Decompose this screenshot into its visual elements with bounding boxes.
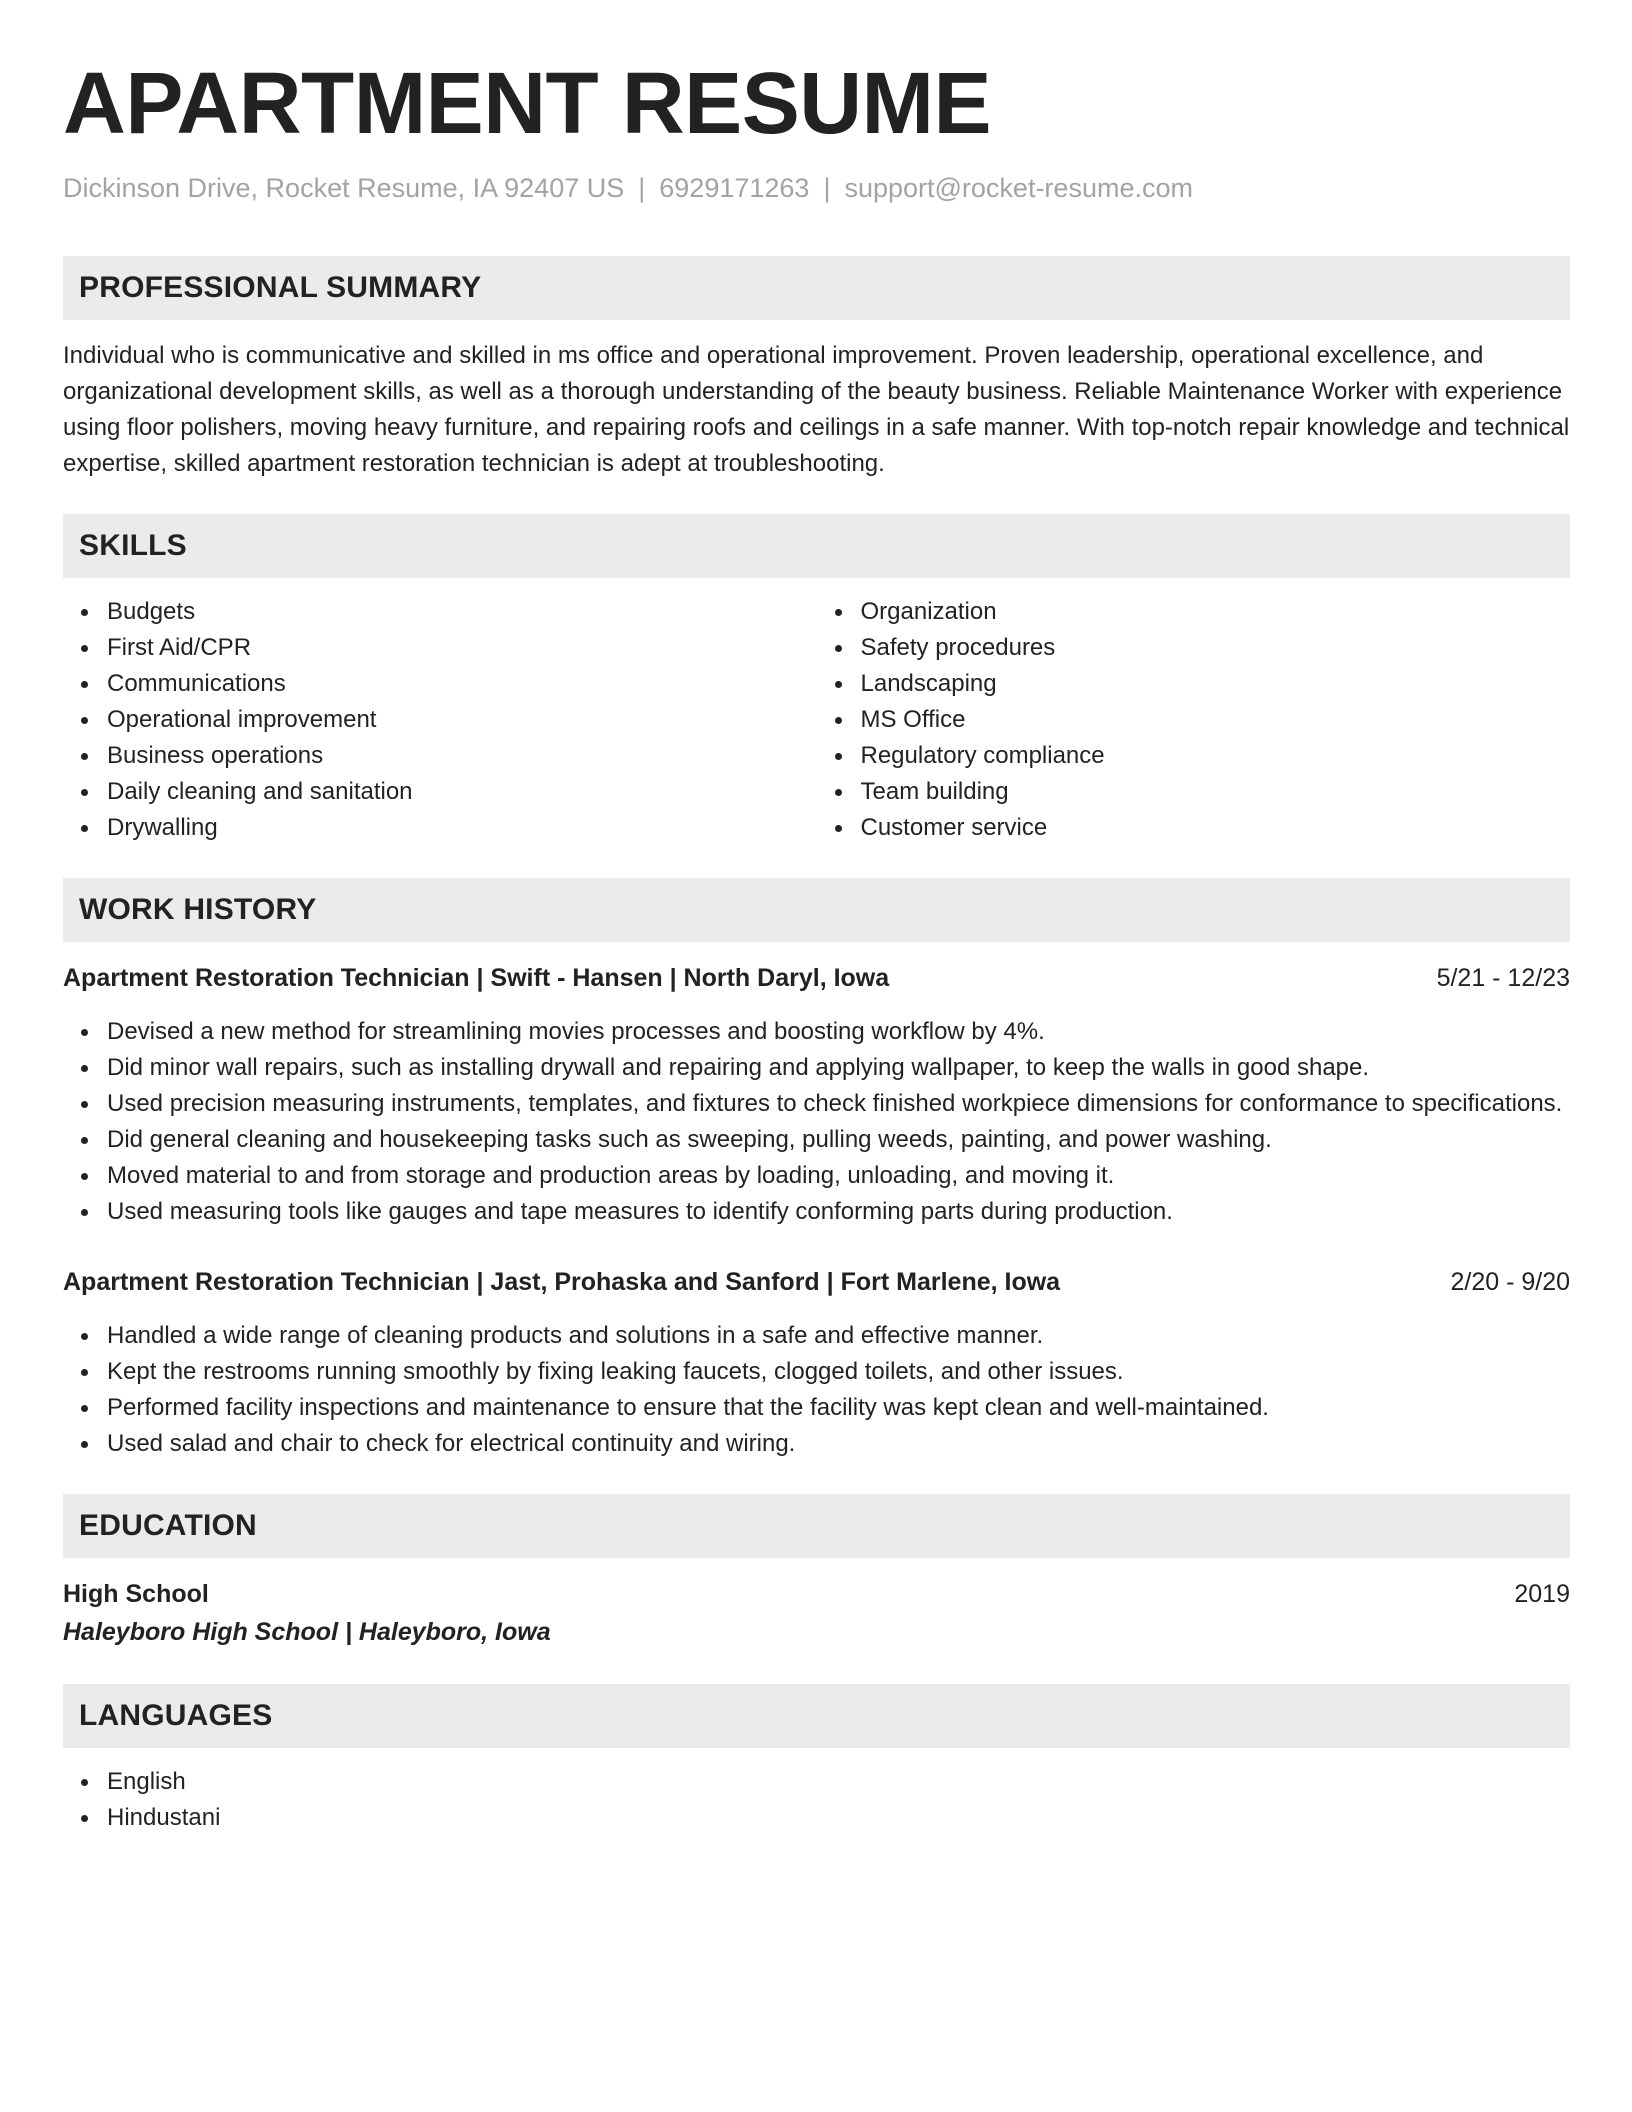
job-bullet: Did minor wall repairs, such as installing drywall and repairing and applying wallpaper, to keep the walls in good shape. [107, 1050, 1570, 1086]
skill-item: Customer service [861, 810, 1571, 846]
skills-column-left [63, 594, 817, 846]
job-header [63, 1264, 1570, 1300]
skill-item: Safety procedures [861, 630, 1571, 666]
skill-item: Business operations [107, 738, 817, 774]
job-entry [63, 960, 1570, 1230]
job-bullet: Devised a new method for streamlining movies processes and boosting workflow by 4%. [107, 1014, 1570, 1050]
section-header-education: EDUCATION [63, 1494, 1570, 1558]
skill-item: Organization [861, 594, 1571, 630]
section-header-work-history: WORK HISTORY [63, 878, 1570, 942]
education-school: Haleyboro High School | Haleyboro, Iowa [63, 1618, 551, 1646]
job-entry [63, 1264, 1570, 1462]
job-bullet: Performed facility inspections and maintenance to ensure that the facility was kept clean and well-maintained. [107, 1390, 1570, 1426]
contact-separator: | [823, 173, 831, 203]
skills-grid [63, 594, 1570, 846]
job-header [63, 960, 1570, 996]
skill-item: Operational improvement [107, 702, 817, 738]
education-header [63, 1576, 1570, 1612]
skill-item: Daily cleaning and sanitation [107, 774, 817, 810]
job-title: Apartment Restoration Technician | Swift - Hansen | North Daryl, Iowa [63, 964, 890, 992]
contact-phone: 6929171263 [659, 173, 810, 203]
contact-line [63, 170, 1570, 206]
job-dates: 2/20 - 9/20 [1450, 1268, 1570, 1296]
skill-item: First Aid/CPR [107, 630, 817, 666]
job-bullet: Kept the restrooms running smoothly by fixing leaking faucets, clogged toilets, and other issues. [107, 1354, 1570, 1390]
education-degree: High School [63, 1580, 209, 1608]
summary-text: Individual who is communicative and skilled in ms office and operational improvement. Proven leadership, operational excellence, and organizational development skills, as well as a thorough understanding of the beauty business. Reliable Maintenance Worker with experience using floor polishers, moving heavy furniture, and repairing roofs and ceilings in a safe manner. With top-notch repair knowledge and technical expertise, skilled apartment restoration technician is adept at troubleshooting. [63, 342, 1570, 477]
section-header-skills: SKILLS [63, 514, 1570, 578]
education-year: 2019 [1514, 1580, 1570, 1608]
job-title: Apartment Restoration Technician | Jast, Prohaska and Sanford | Fort Marlene, Iowa [63, 1268, 1061, 1296]
language-item: English [107, 1764, 1570, 1800]
job-bullet: Used salad and chair to check for electrical continuity and wiring. [107, 1426, 1570, 1462]
job-bullet: Did general cleaning and housekeeping tasks such as sweeping, pulling weeds, painting, and power washing. [107, 1122, 1570, 1158]
job-bullet: Handled a wide range of cleaning products and solutions in a safe and effective manner. [107, 1318, 1570, 1354]
contact-address: Dickinson Drive, Rocket Resume, IA 92407 US [63, 173, 625, 203]
education-entry [63, 1576, 1570, 1652]
skill-item: Budgets [107, 594, 817, 630]
skill-item: Team building [861, 774, 1571, 810]
job-bullets [63, 1318, 1570, 1462]
section-header-summary: PROFESSIONAL SUMMARY [63, 256, 1570, 320]
languages-list [63, 1764, 1570, 1836]
job-bullets [63, 1014, 1570, 1230]
skill-item: Communications [107, 666, 817, 702]
skill-item: Landscaping [861, 666, 1571, 702]
job-bullet: Used precision measuring instruments, templates, and fixtures to check finished workpiece dimensions for conformance to specifications. [107, 1086, 1570, 1122]
job-bullet: Moved material to and from storage and production areas by loading, unloading, and moving it. [107, 1158, 1570, 1194]
section-header-languages: LANGUAGES [63, 1684, 1570, 1748]
skill-item: MS Office [861, 702, 1571, 738]
job-bullet: Used measuring tools like gauges and tape measures to identify conforming parts during production. [107, 1194, 1570, 1230]
contact-email: support@rocket-resume.com [844, 173, 1193, 203]
language-item: Hindustani [107, 1800, 1570, 1836]
skill-item: Regulatory compliance [861, 738, 1571, 774]
job-dates: 5/21 - 12/23 [1436, 964, 1570, 992]
skills-column-right [817, 594, 1571, 846]
contact-separator: | [638, 173, 646, 203]
skill-item: Drywalling [107, 810, 817, 846]
candidate-name: APARTMENT RESUME [63, 55, 992, 152]
